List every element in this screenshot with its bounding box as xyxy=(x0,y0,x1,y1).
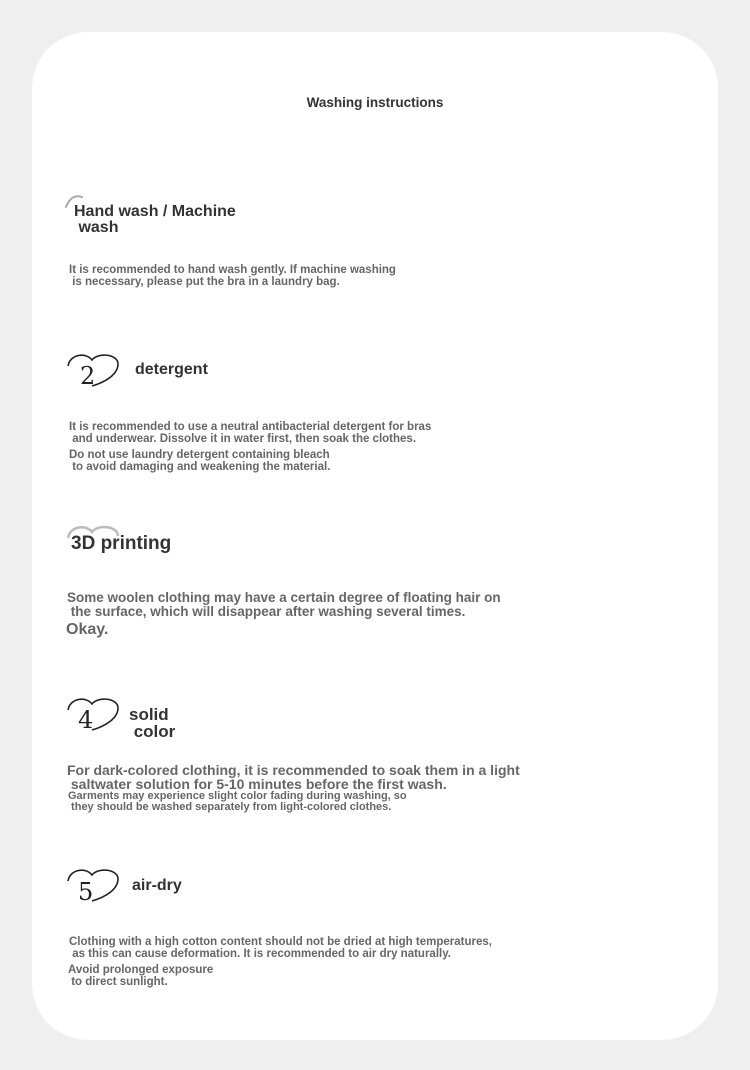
section-paragraph: Avoid prolonged exposure to direct sunlight. xyxy=(68,964,214,988)
heart-outline-number-icon xyxy=(66,696,122,732)
marker-number: 5 xyxy=(78,878,94,906)
section-heading: detergent xyxy=(135,361,208,378)
section-paragraph: Clothing with a high cotton content should not be dried at high temperatures, as this can cause deformation. It is recommended to air dry naturally. xyxy=(69,936,492,960)
section-paragraph: Okay. xyxy=(66,621,109,638)
page-title: Washing instructions xyxy=(306,95,444,110)
section-paragraph: For dark-colored clothing, it is recommended to soak them in a light saltwater solution for 5-10 minutes before the first wash. xyxy=(67,762,520,792)
section-heading: solid color xyxy=(129,705,176,741)
section-paragraph: Garments may experience slight color fading during washing, so they should be washed separately from light-colored clothes. xyxy=(68,790,407,813)
section-paragraph: It is recommended to hand wash gently. If machine washing is necessary, please put the bra in a laundry bag. xyxy=(69,264,396,288)
section-paragraph: Do not use laundry detergent containing bleach to avoid damaging and weakening the material. xyxy=(69,449,331,473)
section-paragraph: It is recommended to use a neutral antibacterial detergent for bras and underwear. Dissolve it in water first, then soak the clothes. xyxy=(69,421,432,445)
section-heading: air-dry xyxy=(132,877,182,894)
marker-number: 2 xyxy=(80,362,96,390)
section-heading: Hand wash / Machine wash xyxy=(74,203,236,236)
marker-number: 4 xyxy=(78,706,94,734)
heart-outline-number-icon xyxy=(66,867,122,906)
section-heading: 3D printing xyxy=(71,533,172,554)
section-paragraph: Some woolen clothing may have a certain degree of floating hair on the surface, which will disappear after washing several times. xyxy=(67,590,501,619)
heart-outline-number-icon xyxy=(66,352,122,388)
